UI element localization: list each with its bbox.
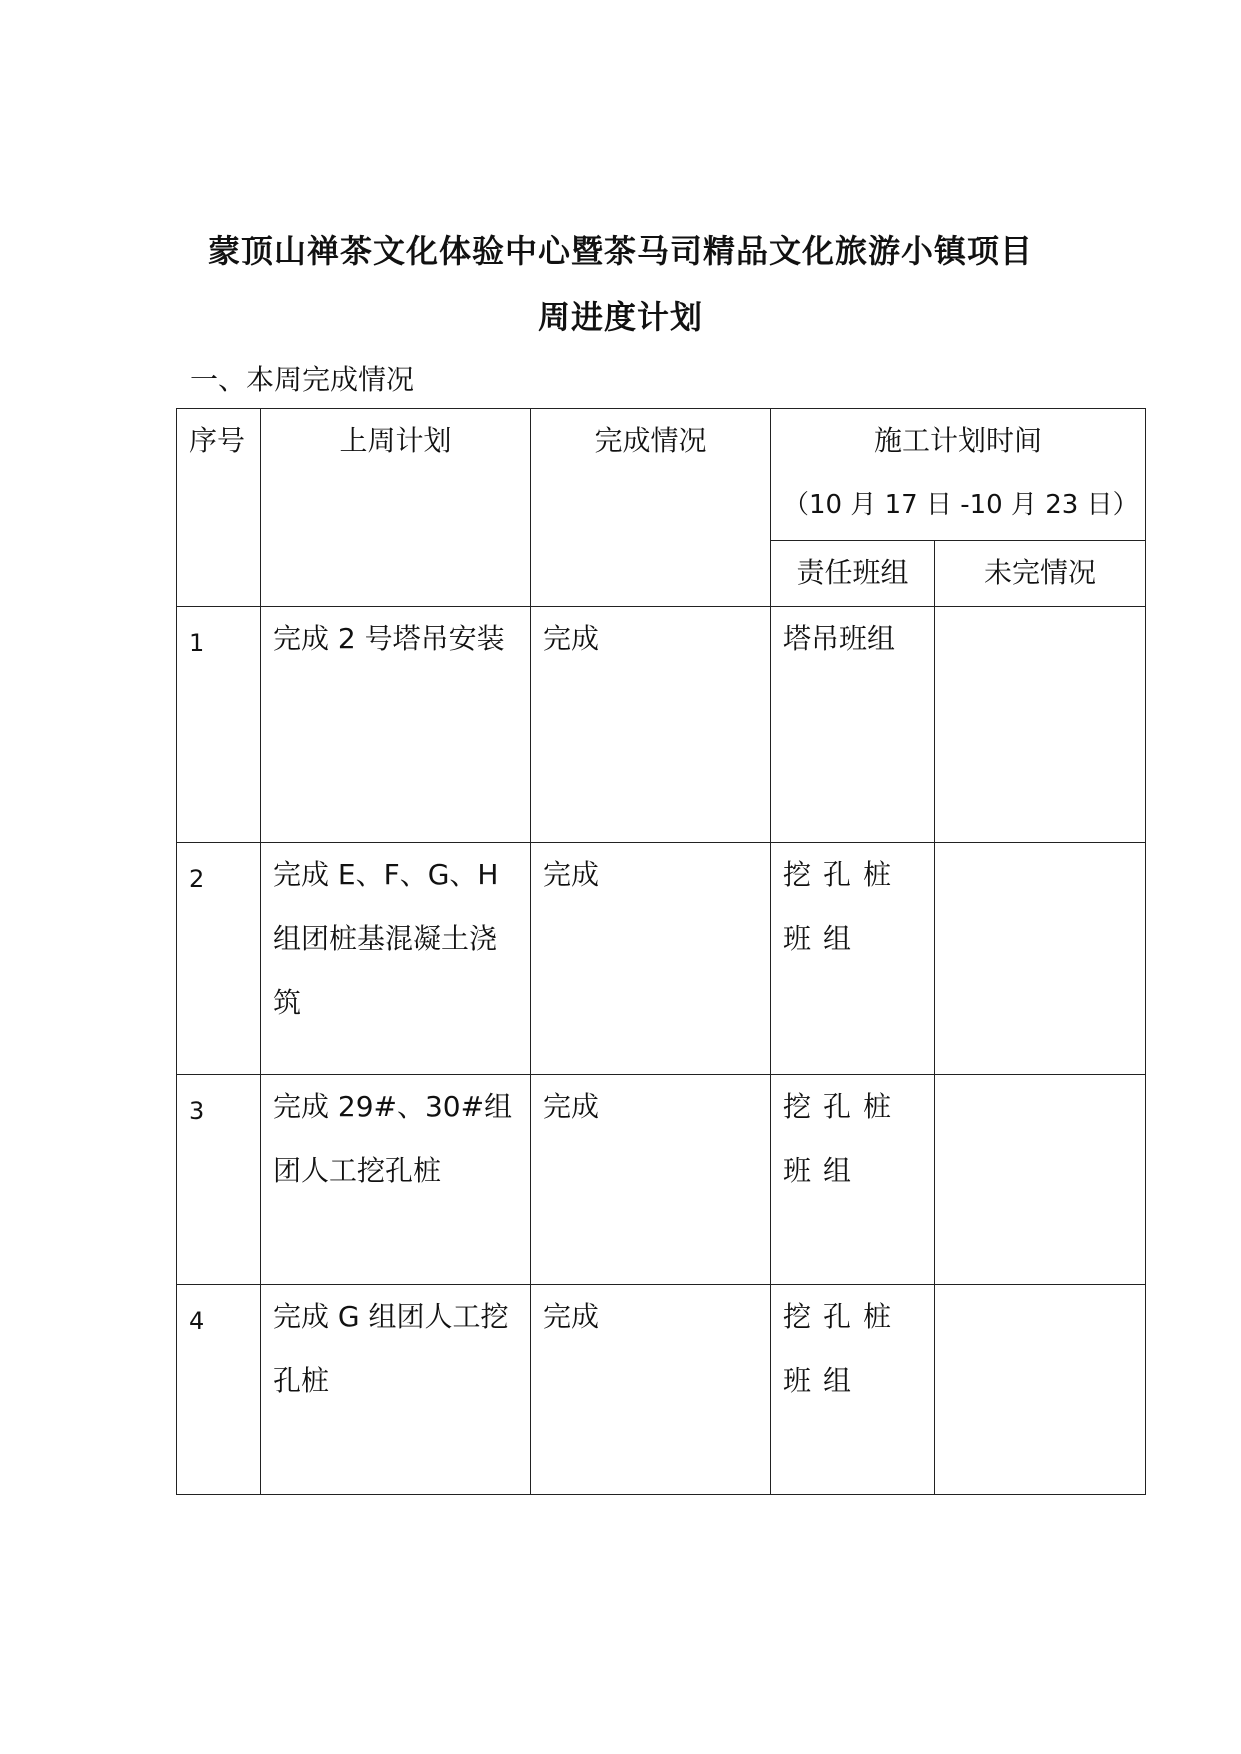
row-unfinished [935, 607, 1146, 843]
row-plan: 完成 2 号塔吊安装 [261, 607, 531, 843]
row-status: 完成 [531, 607, 771, 843]
row-team: 挖孔桩班组 [771, 843, 935, 1075]
header-schedule [771, 409, 1146, 541]
table-row [177, 843, 1146, 1075]
row-status: 完成 [531, 843, 771, 1075]
table-row [177, 1285, 1146, 1495]
row-seq: 1 [177, 607, 261, 843]
document-title: 蒙顶山禅茶文化体验中心暨茶马司精品文化旅游小镇项目 [207, 232, 1033, 270]
row-plan: 完成 29#、30#组团人工挖孔桩 [261, 1075, 531, 1285]
header-status: 完成情况 [531, 409, 771, 607]
header-seq: 序号 [177, 409, 261, 607]
table-row [177, 1075, 1146, 1285]
row-unfinished [935, 1075, 1146, 1285]
header-row [177, 409, 1146, 541]
row-team: 挖孔桩班组 [771, 1075, 935, 1285]
header-unfinished: 未完情况 [935, 541, 1146, 607]
section-heading: 一、本周完成情况 [190, 363, 415, 396]
row-team: 塔吊班组 [771, 607, 935, 843]
header-team: 责任班组 [771, 541, 935, 607]
row-seq: 2 [177, 843, 261, 1075]
row-unfinished [935, 843, 1146, 1075]
row-plan: 完成 G 组团人工挖孔桩 [261, 1285, 531, 1495]
row-status: 完成 [531, 1075, 771, 1285]
row-plan: 完成 E、F、G、H 组团桩基混凝土浇筑 [261, 843, 531, 1075]
header-schedule-range: （10 月 17 日 -10 月 23 日） [783, 490, 1139, 520]
row-unfinished [935, 1285, 1146, 1495]
row-seq: 3 [177, 1075, 261, 1285]
header-schedule-label: 施工计划时间 [874, 424, 1043, 457]
header-plan: 上周计划 [261, 409, 531, 607]
row-seq: 4 [177, 1285, 261, 1495]
row-team: 挖孔桩班组 [771, 1285, 935, 1495]
progress-table [176, 408, 1146, 1495]
table-row [177, 607, 1146, 843]
document-subtitle: 周进度计划 [537, 298, 703, 336]
row-status: 完成 [531, 1285, 771, 1495]
